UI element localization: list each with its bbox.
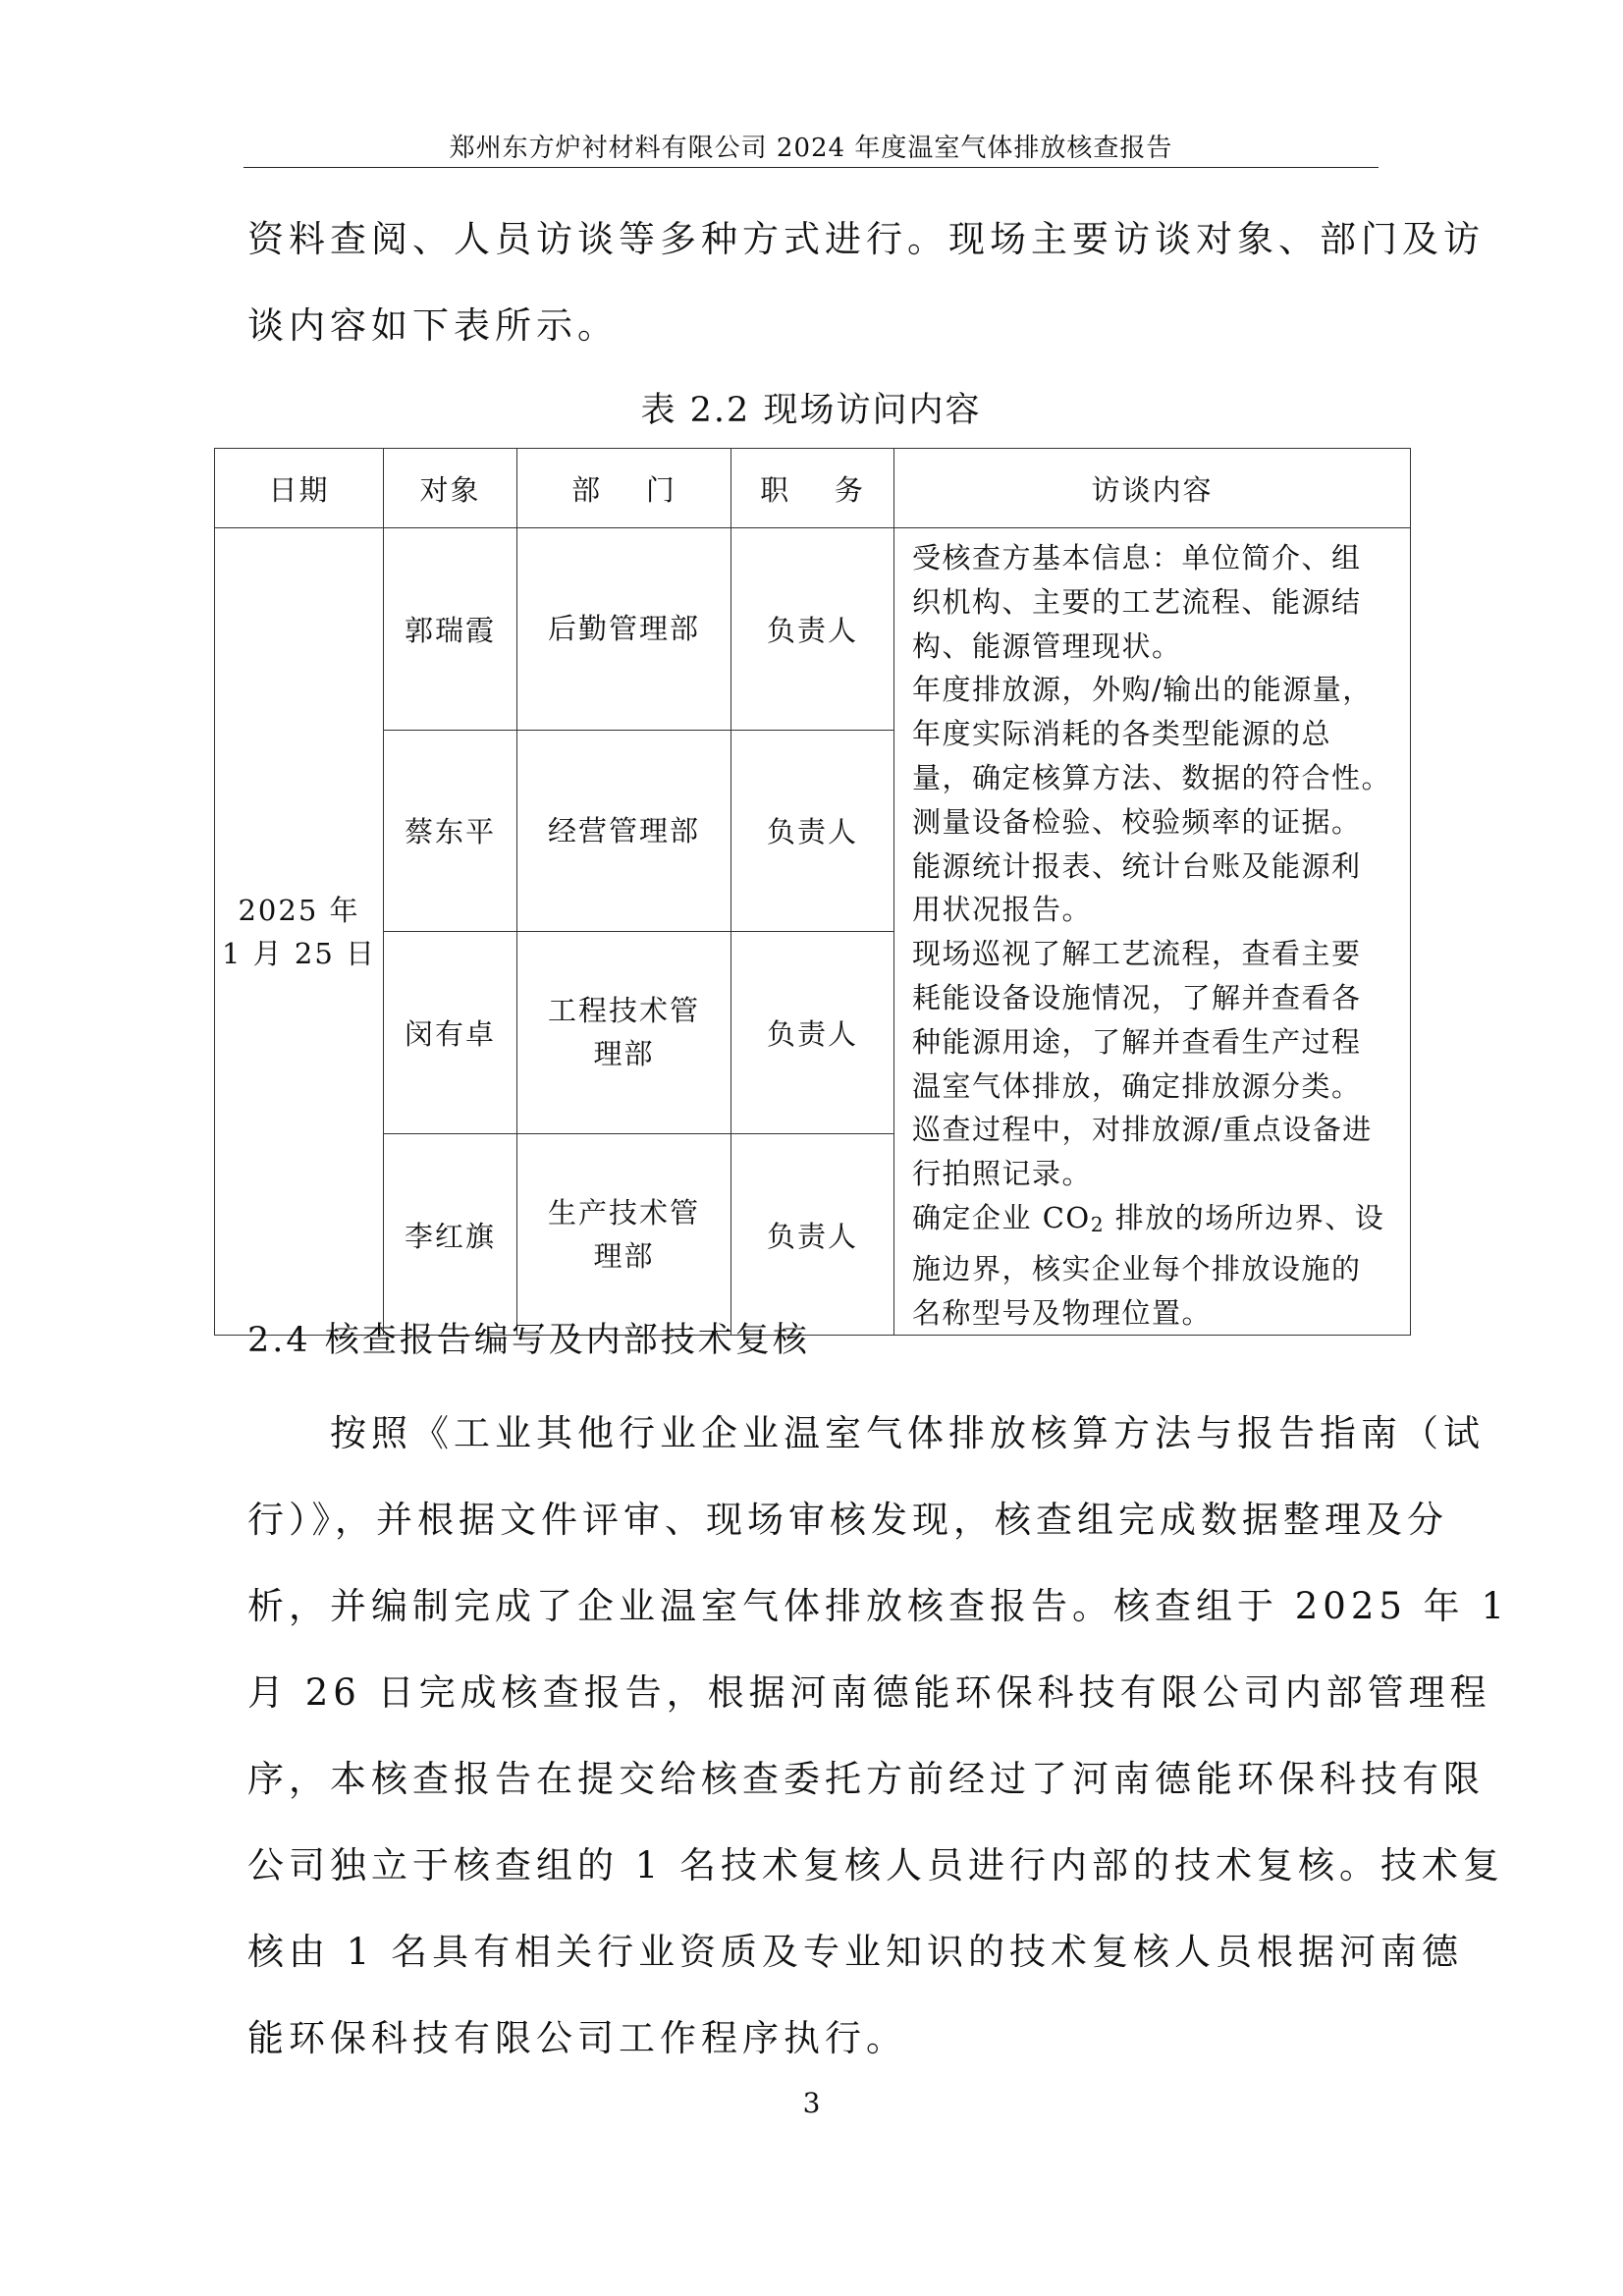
row-position: 负责人 xyxy=(731,1133,894,1336)
row-person: 郭瑞霞 xyxy=(384,528,517,731)
header-content: 访谈内容 xyxy=(894,449,1411,528)
header-position: 职 务 xyxy=(731,449,894,528)
row-position: 负责人 xyxy=(731,730,894,932)
body-line: 行）》，并根据文件评审、现场审核发现，核查组完成数据整理及分 xyxy=(247,1499,1448,1541)
content-line: 年度排放源，外购/输出的能源量， xyxy=(912,673,1373,707)
intro-paragraph xyxy=(247,196,1485,369)
page-header: 郑州东方炉衬材料有限公司 2024 年度温室气体排放核查报告 xyxy=(449,134,1173,163)
dept-line: 后勤管理部 xyxy=(547,612,700,646)
dept-line: 生产技术管 xyxy=(547,1196,700,1230)
intro-line: 资料查阅、人员访谈等多种方式进行。现场主要访谈对象、部门及访 xyxy=(247,218,1485,260)
header-person: 对象 xyxy=(384,449,517,528)
header-date: 日期 xyxy=(215,449,384,528)
body-line: 核由 1 名具有相关行业资质及专业知识的技术复核人员根据河南德 xyxy=(247,1931,1464,1973)
content-line: 耗能设备设施情况，了解并查看各 xyxy=(912,980,1362,1014)
co2-prefix: 确定企业 CO xyxy=(912,1200,1091,1234)
content-line: 量，确定核算方法、数据的符合性。 xyxy=(912,760,1392,794)
co2-subscript: 2 xyxy=(1090,1212,1106,1236)
row-person: 闵有卓 xyxy=(384,932,517,1134)
table-header-row xyxy=(215,449,1411,528)
row-person: 李红旗 xyxy=(384,1133,517,1336)
co2-suffix: 排放的场所边界、设 xyxy=(1105,1200,1385,1234)
table-row xyxy=(215,528,1411,731)
body-line: 公司独立于核查组的 1 名技术复核人员进行内部的技术复核。技术复 xyxy=(247,1844,1505,1886)
content-line: 温室气体排放，确定排放源分类。 xyxy=(912,1068,1362,1103)
dept-line: 理部 xyxy=(593,1037,655,1071)
row-position: 负责人 xyxy=(731,528,894,731)
interview-content xyxy=(894,528,1411,1336)
content-line: 能源统计报表、统计台账及能源利 xyxy=(912,848,1362,883)
body-line: 析，并编制完成了企业温室气体排放核查报告。核查组于 2025 年 1 xyxy=(247,1585,1509,1627)
content-line: 名称型号及物理位置。 xyxy=(912,1295,1213,1330)
dept-line: 工程技术管 xyxy=(547,994,700,1028)
visit-date xyxy=(215,528,384,1336)
intro-line: 谈内容如下表所示。 xyxy=(247,304,619,347)
body-line: 月 26 日完成核查报告，根据河南德能环保科技有限公司内部管理程 xyxy=(247,1671,1491,1714)
visit-date-year: 2025 年 xyxy=(238,893,360,927)
header-department: 部 门 xyxy=(517,449,731,528)
content-line: 织机构、主要的工艺流程、能源结 xyxy=(912,584,1362,619)
site-visit-table xyxy=(214,448,1411,1336)
content-line: 行拍照记录。 xyxy=(912,1157,1093,1191)
body-line: 能环保科技有限公司工作程序执行。 xyxy=(247,2017,907,2059)
dept-line: 经营管理部 xyxy=(547,813,700,847)
section-body xyxy=(247,1391,1509,2082)
page-number: 3 xyxy=(802,2087,821,2119)
content-line: 测量设备检验、校验频率的证据。 xyxy=(912,804,1362,839)
row-department xyxy=(517,932,731,1134)
content-line: 构、能源管理现状。 xyxy=(912,629,1182,663)
section-heading: 2.4 核查报告编写及内部技术复核 xyxy=(247,1321,810,1360)
content-line: 种能源用途，了解并查看生产过程 xyxy=(912,1024,1362,1059)
visit-date-day: 1 月 25 日 xyxy=(221,936,376,970)
content-line-co2 xyxy=(912,1196,1400,1247)
row-department xyxy=(517,730,731,932)
row-person: 蔡东平 xyxy=(384,730,517,932)
content-line: 施边界，核实企业每个排放设施的 xyxy=(912,1251,1362,1285)
row-department xyxy=(517,1133,731,1336)
content-line: 年度实际消耗的各类型能源的总 xyxy=(912,717,1332,751)
body-line: 序，本核查报告在提交给核查委托方前经过了河南德能环保科技有限 xyxy=(247,1758,1485,1800)
row-department xyxy=(517,528,731,731)
header-divider xyxy=(243,167,1379,168)
content-line: 现场巡视了解工艺流程，查看主要 xyxy=(912,937,1362,971)
table-caption: 表 2.2 现场访问内容 xyxy=(640,391,982,430)
body-line: 按照《工业其他行业企业温室气体排放核算方法与报告指南（试 xyxy=(247,1412,1485,1454)
content-line: 用状况报告。 xyxy=(912,893,1093,927)
content-line: 受核查方基本信息：单位简介、组 xyxy=(912,541,1362,574)
dept-line: 理部 xyxy=(593,1239,655,1274)
row-position: 负责人 xyxy=(731,932,894,1134)
content-line: 巡查过程中，对排放源/重点设备进 xyxy=(912,1113,1373,1147)
